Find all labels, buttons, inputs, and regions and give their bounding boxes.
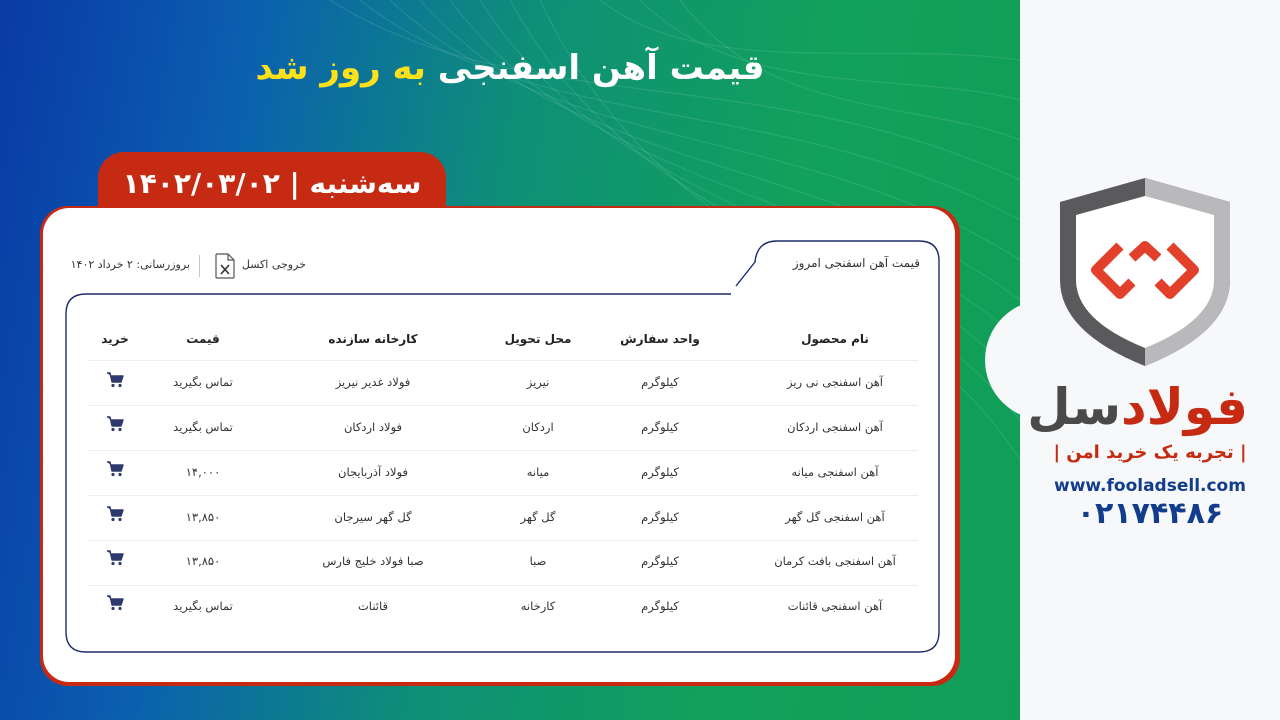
update-date: بروزرسانی: ۲ خرداد ۱۴۰۲ — [70, 258, 190, 271]
header-buy: خرید — [101, 332, 129, 346]
row-divider — [88, 585, 918, 586]
cell-price: تماس بگیرید — [173, 375, 233, 389]
cell-factory: قائنات — [357, 599, 388, 613]
brand-name-gray: سل — [1027, 378, 1122, 436]
excel-file-icon[interactable] — [214, 253, 236, 279]
headline-yellow-text: به روز شد — [255, 48, 426, 88]
cell-product: آهن اسفنجی میانه — [791, 465, 879, 479]
date-text: سه‌شنبه | ۱۴۰۲/۰۳/۰۲ — [122, 166, 422, 200]
cell-product: آهن اسفنجی نی ریز — [787, 375, 883, 389]
cell-delivery: کارخانه — [520, 599, 556, 613]
row-divider — [88, 495, 918, 496]
cell-delivery: صبا — [529, 554, 547, 568]
header-price: قیمت — [186, 332, 220, 346]
cart-icon[interactable] — [106, 461, 124, 477]
card-title: قیمت آهن اسفنجی امروز — [792, 256, 920, 270]
cell-delivery: اردکان — [522, 420, 554, 434]
cell-factory: گل گهر سیرجان — [334, 510, 412, 524]
cell-unit: کیلوگرم — [641, 510, 679, 524]
cart-icon[interactable] — [106, 595, 124, 611]
excel-export-button[interactable]: خروجی اکسل — [241, 258, 306, 271]
cell-factory: فولاد آذربایجان — [338, 465, 408, 479]
page-headline — [240, 48, 780, 108]
cell-price: ۱۳,۸۵۰ — [185, 510, 221, 524]
cell-unit: کیلوگرم — [641, 420, 679, 434]
cart-icon[interactable] — [106, 372, 124, 388]
cell-unit: کیلوگرم — [641, 554, 679, 568]
cell-delivery: نیریز — [526, 375, 550, 389]
cart-icon[interactable] — [106, 550, 124, 566]
header-unit: واحد سفارش — [620, 332, 700, 346]
cell-product: آهن اسفنجی گل گهر — [785, 510, 885, 524]
cell-factory: فولاد غدیر نیریز — [335, 375, 411, 389]
brand-name — [1027, 376, 1248, 438]
row-divider — [88, 405, 918, 406]
header-delivery: محل تحویل — [504, 332, 572, 346]
cell-unit: کیلوگرم — [641, 375, 679, 389]
cell-price: تماس بگیرید — [173, 599, 233, 613]
cell-delivery: گل گهر — [520, 510, 556, 524]
phone-number[interactable]: ۰۲۱۷۴۴۸۶ — [1076, 496, 1224, 531]
cell-price: تماس بگیرید — [173, 420, 233, 434]
cell-delivery: میانه — [526, 465, 550, 479]
website-link[interactable]: www.fooladsell.com — [1054, 476, 1246, 496]
cart-icon[interactable] — [106, 416, 124, 432]
date-tab — [98, 152, 446, 214]
row-divider — [88, 360, 918, 361]
cell-product: آهن اسفنجی اردکان — [787, 420, 883, 434]
cell-unit: کیلوگرم — [641, 599, 679, 613]
cell-factory: فولاد اردکان — [343, 420, 403, 434]
row-divider — [88, 450, 918, 451]
cell-price: ۱۳,۸۵۰ — [185, 554, 221, 568]
cell-product: آهن اسفنجی قائنات — [787, 599, 883, 613]
divider — [199, 255, 200, 277]
brand-tagline: | تجربه یک خرید امن | — [1053, 442, 1247, 463]
header-product: نام محصول — [801, 332, 869, 346]
header-factory: کارخانه سازنده — [328, 332, 418, 346]
row-divider — [88, 540, 918, 541]
cell-unit: کیلوگرم — [641, 465, 679, 479]
headline-white-text: قیمت آهن اسفنجی — [437, 48, 765, 88]
brand-name-red: فولاد — [1121, 378, 1248, 436]
cell-price: ۱۴,۰۰۰ — [185, 465, 221, 479]
cell-factory: صبا فولاد خلیج فارس — [322, 554, 424, 568]
cart-icon[interactable] — [106, 506, 124, 522]
cell-product: آهن اسفنجی بافت کرمان — [774, 554, 896, 568]
shield-logo-icon — [1050, 170, 1240, 370]
